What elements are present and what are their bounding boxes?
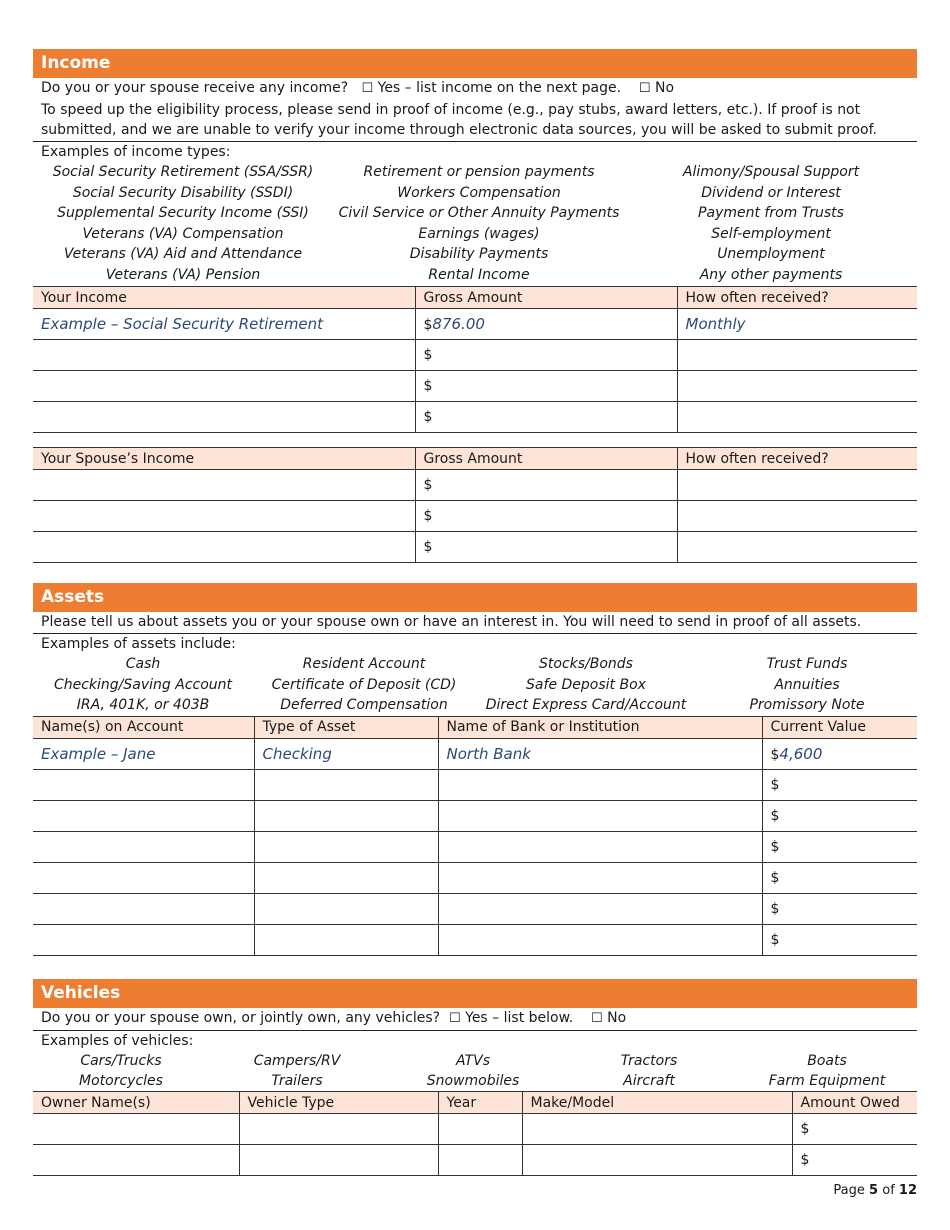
year-header: Year	[438, 1092, 522, 1114]
vehicle-make-field[interactable]	[522, 1145, 792, 1176]
income-example-item: Retirement or pension payments	[363, 164, 595, 180]
asset-name-field[interactable]	[33, 893, 254, 924]
asset-example-item: Checking/Saving Account	[53, 676, 233, 693]
vehicles-header: Vehicles	[33, 979, 917, 1008]
income-example-item: Rental Income	[428, 266, 530, 283]
asset-type-field[interactable]	[254, 893, 438, 924]
vehicle-type-field[interactable]	[239, 1114, 438, 1145]
income-example-item: Social Security Retirement (SSA/SSR)	[52, 164, 314, 180]
asset-bank-field[interactable]	[438, 769, 762, 800]
your-income-source-field[interactable]	[33, 371, 415, 402]
example-income-source: Example – Social Security Retirement	[33, 309, 415, 340]
vehicle-example-item: Boats	[807, 1053, 847, 1069]
vehicles-yes-checkbox[interactable]: ☐	[449, 1011, 461, 1026]
your-income-frequency-field[interactable]	[677, 402, 917, 433]
your-income-table	[33, 286, 917, 433]
asset-example-item: Deferred Compensation	[280, 697, 448, 713]
owner-names-header: Owner Name(s)	[33, 1092, 239, 1114]
asset-value-field[interactable]: $	[762, 862, 917, 893]
income-example-item: Any other payments	[699, 266, 843, 283]
asset-example-item: Certificate of Deposit (CD)	[271, 676, 457, 693]
asset-value-field[interactable]: $	[762, 800, 917, 831]
income-example-item: Alimony/Spousal Support	[682, 164, 860, 180]
spouse-how-often-header: How often received?	[677, 448, 917, 470]
page-number: Page 5 of 12	[833, 1183, 917, 1198]
example-account-name: Example – Jane	[33, 738, 254, 769]
assets-intro: Please tell us about assets you or your spouse own or have an interest in. You will need to send in proof of all assets.	[41, 614, 862, 630]
assets-table	[33, 716, 917, 956]
your-income-frequency-field[interactable]	[677, 340, 917, 371]
vehicle-owner-field[interactable]	[33, 1114, 239, 1145]
income-note-2: submitted, and we are unable to verify your income through electronic data sources, you will be asked to submit proof.	[41, 122, 877, 138]
income-example-item: Disability Payments	[409, 246, 549, 262]
asset-name-field[interactable]	[33, 800, 254, 831]
income-examples-label: Examples of income types:	[33, 141, 917, 163]
income-example-item: Unemployment	[717, 246, 825, 262]
asset-type-field[interactable]	[254, 862, 438, 893]
income-question-line	[33, 78, 917, 100]
vehicle-example-item: Tractors	[620, 1053, 678, 1069]
vehicle-example-item: Motorcycles	[79, 1073, 163, 1089]
income-examples-grid	[33, 162, 917, 285]
vehicle-example-item: Campers/RV	[253, 1053, 341, 1069]
income-example-item: Veterans (VA) Aid and Attendance	[63, 246, 303, 262]
names-on-account-header: Name(s) on Account	[33, 716, 254, 738]
asset-name-field[interactable]	[33, 924, 254, 955]
your-income-amount-field[interactable]: $	[415, 402, 677, 433]
gross-amount-header: Gross Amount	[415, 287, 677, 309]
bank-name-header: Name of Bank or Institution	[438, 716, 762, 738]
make-model-header: Make/Model	[522, 1092, 792, 1114]
assets-header: Assets	[33, 583, 917, 612]
example-income-amount: $876.00	[415, 309, 677, 340]
income-yes-checkbox[interactable]: ☐	[361, 81, 374, 96]
vehicle-example-item: Farm Equipment	[768, 1073, 886, 1089]
asset-example-item: Safe Deposit Box	[526, 676, 646, 693]
spouse-income-frequency-field[interactable]	[677, 501, 917, 532]
income-example-item: Civil Service or Other Annuity Payments	[338, 205, 620, 221]
vehicles-no-label: No	[607, 1010, 627, 1026]
vehicle-make-field[interactable]	[522, 1114, 792, 1145]
spouse-income-source-field[interactable]	[33, 501, 415, 532]
spouse-income-source-field[interactable]	[33, 532, 415, 563]
asset-example-item: Trust Funds	[766, 656, 848, 672]
assets-examples-label: Examples of assets include:	[33, 633, 917, 655]
income-section	[33, 49, 917, 563]
your-income-frequency-field[interactable]	[677, 371, 917, 402]
example-current-value: $4,600	[762, 738, 917, 769]
income-no-checkbox[interactable]: ☐	[638, 81, 651, 96]
income-example-item: Social Security Disability (SSDI)	[72, 184, 294, 201]
example-bank-name: North Bank	[438, 738, 762, 769]
spouse-income-header: Your Spouse’s Income	[33, 448, 415, 470]
assets-section	[33, 583, 917, 956]
income-example-item: Veterans (VA) Compensation	[82, 225, 284, 242]
vehicle-example-item: ATVs	[456, 1053, 490, 1069]
asset-bank-field[interactable]	[438, 800, 762, 831]
asset-example-item: Cash	[125, 656, 161, 672]
asset-value-field[interactable]: $	[762, 831, 917, 862]
your-income-source-field[interactable]	[33, 340, 415, 371]
vehicle-example-item: Trailers	[271, 1073, 323, 1089]
vehicles-question: Do you or your spouse own, or jointly own, any vehicles?	[41, 1010, 441, 1026]
income-yes-label: Yes – list income on the next page.	[377, 80, 622, 96]
your-income-header: Your Income	[33, 287, 415, 309]
your-income-amount-field[interactable]: $	[415, 340, 677, 371]
income-note-1: To speed up the eligibility process, please send in proof of income (e.g., pay stubs, award letters, etc.). If proof is not	[41, 101, 861, 118]
asset-type-field[interactable]	[254, 831, 438, 862]
asset-bank-field[interactable]	[438, 831, 762, 862]
vehicle-type-field[interactable]	[239, 1145, 438, 1176]
example-asset-type: Checking	[254, 738, 438, 769]
asset-bank-field[interactable]	[438, 924, 762, 955]
asset-name-field[interactable]	[33, 862, 254, 893]
amount-owed-header: Amount Owed	[792, 1092, 917, 1114]
income-example-item: Self-employment	[711, 225, 831, 242]
vehicle-owed-field[interactable]: $	[792, 1114, 917, 1145]
income-header: Income	[33, 49, 917, 78]
asset-bank-field[interactable]	[438, 862, 762, 893]
vehicle-owner-field[interactable]	[33, 1145, 239, 1176]
asset-type-field[interactable]	[254, 800, 438, 831]
vehicles-yes-label: Yes – list below.	[465, 1010, 574, 1026]
spouse-income-table	[33, 447, 917, 563]
spouse-gross-amount-header: Gross Amount	[415, 448, 677, 470]
how-often-header: How often received?	[677, 287, 917, 309]
income-no-label: No	[654, 80, 675, 96]
spouse-income-frequency-field[interactable]	[677, 470, 917, 501]
spouse-income-source-field[interactable]	[33, 470, 415, 501]
vehicles-table	[33, 1091, 917, 1176]
vehicle-year-field[interactable]	[438, 1145, 522, 1176]
vehicle-example-item: Snowmobiles	[426, 1073, 520, 1089]
vehicle-year-field[interactable]	[438, 1114, 522, 1145]
asset-example-item: Promissory Note	[749, 697, 865, 713]
your-income-amount-field[interactable]: $	[415, 371, 677, 402]
asset-example-item: Stocks/Bonds	[539, 656, 633, 672]
income-example-item: Earnings (wages)	[418, 225, 540, 242]
asset-type-field[interactable]	[254, 924, 438, 955]
your-income-source-field[interactable]	[33, 402, 415, 433]
income-example-item: Veterans (VA) Pension	[105, 266, 261, 283]
asset-example-item: Resident Account	[302, 656, 426, 672]
spouse-income-amount-field[interactable]: $	[415, 470, 677, 501]
example-income-frequency: Monthly	[677, 309, 917, 340]
spouse-income-amount-field[interactable]: $	[415, 501, 677, 532]
vehicle-owed-field[interactable]: $	[792, 1145, 917, 1176]
income-question: Do you or your spouse receive any income?	[41, 80, 349, 96]
asset-example-item: Annuities	[774, 676, 840, 693]
asset-example-item: IRA, 401K, or 403B	[76, 697, 210, 713]
asset-name-field[interactable]	[33, 831, 254, 862]
vehicles-question-line	[33, 1008, 917, 1030]
vehicle-example-item: Cars/Trucks	[80, 1053, 162, 1069]
assets-examples-grid	[33, 654, 917, 716]
vehicles-no-checkbox[interactable]: ☐	[591, 1011, 603, 1026]
income-example-item: Supplemental Security Income (SSI)	[57, 205, 309, 221]
income-example-item: Workers Compensation	[397, 184, 561, 201]
vehicles-examples-grid	[33, 1051, 917, 1091]
asset-value-field[interactable]: $	[762, 769, 917, 800]
income-example-item: Dividend or Interest	[701, 184, 841, 201]
asset-name-field[interactable]	[33, 769, 254, 800]
spouse-income-frequency-field[interactable]	[677, 532, 917, 563]
asset-type-field[interactable]	[254, 769, 438, 800]
vehicle-type-header: Vehicle Type	[239, 1092, 438, 1114]
vehicles-examples-label: Examples of vehicles:	[33, 1030, 917, 1052]
asset-bank-field[interactable]	[438, 893, 762, 924]
asset-value-field[interactable]: $	[762, 924, 917, 955]
asset-example-item: Direct Express Card/Account	[485, 697, 687, 713]
asset-value-field[interactable]: $	[762, 893, 917, 924]
vehicle-example-item: Aircraft	[623, 1073, 675, 1089]
vehicles-section	[33, 979, 917, 1176]
spouse-income-amount-field[interactable]: $	[415, 532, 677, 563]
income-example-item: Payment from Trusts	[698, 205, 844, 221]
current-value-header: Current Value	[762, 716, 917, 738]
type-of-asset-header: Type of Asset	[254, 716, 438, 738]
